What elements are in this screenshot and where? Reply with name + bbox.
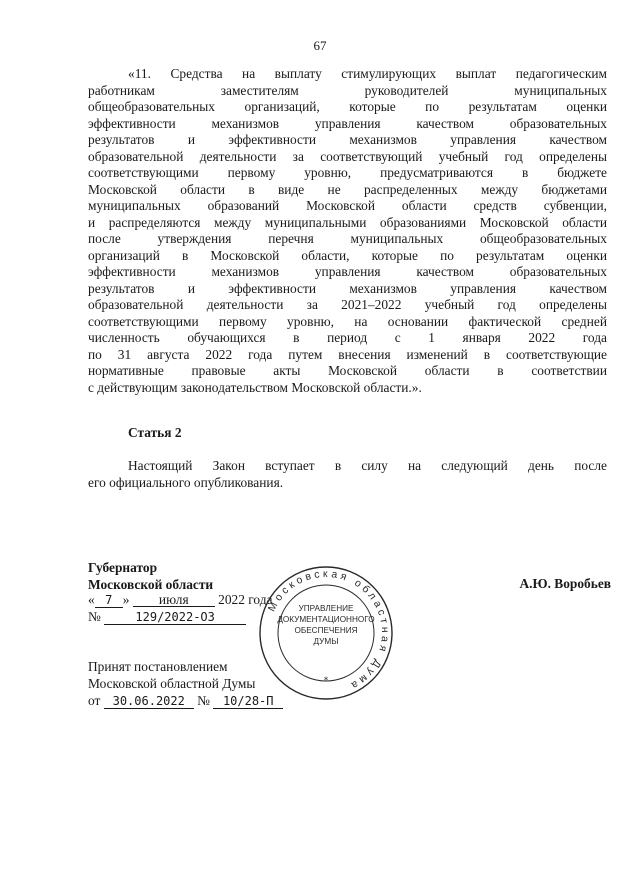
text-line: Московской области в виде не распределенных между бюджетами [88,181,607,197]
stamp-star-icon: * [323,676,329,686]
page-number: 67 [313,38,327,53]
adoption-number-value: 10/28-П [213,695,283,709]
text-line: численность обучающихся в период с 1 января 2022 года [88,330,607,345]
text-line: с действующим законодательством Московской области.». [88,379,422,395]
adoption-line: Принят постановлением [88,659,228,674]
text-line: общеобразовательных организаций, которые по результатам оценки [88,99,607,114]
text-line: результатов и эффективности механизмов управления качеством [88,280,607,296]
stamp-ring-text: Московская областная Дума [265,567,392,693]
stamp-line: ДОКУМЕНТАЦИОННОГО [277,615,375,624]
text-line: и распределяются между муниципальными образованиями Московской области [88,214,607,230]
signer-name: А.Ю. Воробьев [519,576,611,591]
date-year: 2022 года [218,592,273,607]
signature-title [88,559,213,593]
article-paragraph [88,458,607,491]
text-line: образовательной деятельности за 2021–2022 учебный год определены [88,297,607,312]
text-line: по 31 августа 2022 года путем внесения изменений в соответствующие [88,346,607,362]
law-number [88,609,246,625]
text-line: его официального опубликования. [88,474,284,490]
text-line: соответствующими первому уровню, на основании фактической средней [88,313,607,329]
number-sign: № [88,609,101,624]
adoption-date-line [88,692,283,709]
text-line: муниципальных образований Московской области средств субвенции, [88,198,607,213]
text-line: результатов и эффективности механизмов управления качеством [88,132,607,147]
text-line: нормативные правовые акты Московской области в соответствии [88,363,607,378]
stamp-center-text [258,603,394,647]
article-heading: Статья 2 [128,425,182,440]
date-open-quote: « [88,592,95,607]
text-line: «11. Средства на выплату стимулирующих выплат педагогическим [128,66,607,81]
text-line: организаций в Московской области, которые по результатам оценки [88,247,607,263]
adoption-date-value: 30.06.2022 [104,695,194,709]
stamp-line: ОБЕСПЕЧЕНИЯ [294,626,358,635]
date-close-quote: » [122,592,130,607]
text-line: работникам заместителям руководителей муниципальных [88,82,607,98]
adoption-date-prefix: от [88,693,101,708]
signature-title-line: Губернатор [88,560,158,575]
text-line: эффективности механизмов управления качеством образовательных [88,264,607,279]
signature-title-line: Московской области [88,577,214,592]
adoption-number-sign: № [197,693,210,708]
signature-date [88,592,272,608]
text-line: эффективности механизмов управления качеством образовательных [88,115,607,131]
text-line: Настоящий Закон вступает в силу на следующий день после [128,458,607,473]
date-day: 7 [95,594,123,608]
text-line: соответствующими первому уровню, предусматриваются в бюджете [88,165,607,180]
text-line: образовательной деятельности за соответствующий учебный год определены [88,148,607,164]
law-number-value: 129/2022-ОЗ [104,611,246,625]
adoption-block [88,658,283,709]
date-month: июля [133,593,215,607]
text-line: после утверждения перечня муниципальных общеобразовательных [88,231,607,246]
stamp-line: УПРАВЛЕНИЕ [298,604,354,613]
adoption-line: Московской областной Думы [88,676,256,691]
stamp-line: ДУМЫ [313,637,339,646]
body-paragraph [88,66,607,396]
official-stamp [258,565,394,701]
